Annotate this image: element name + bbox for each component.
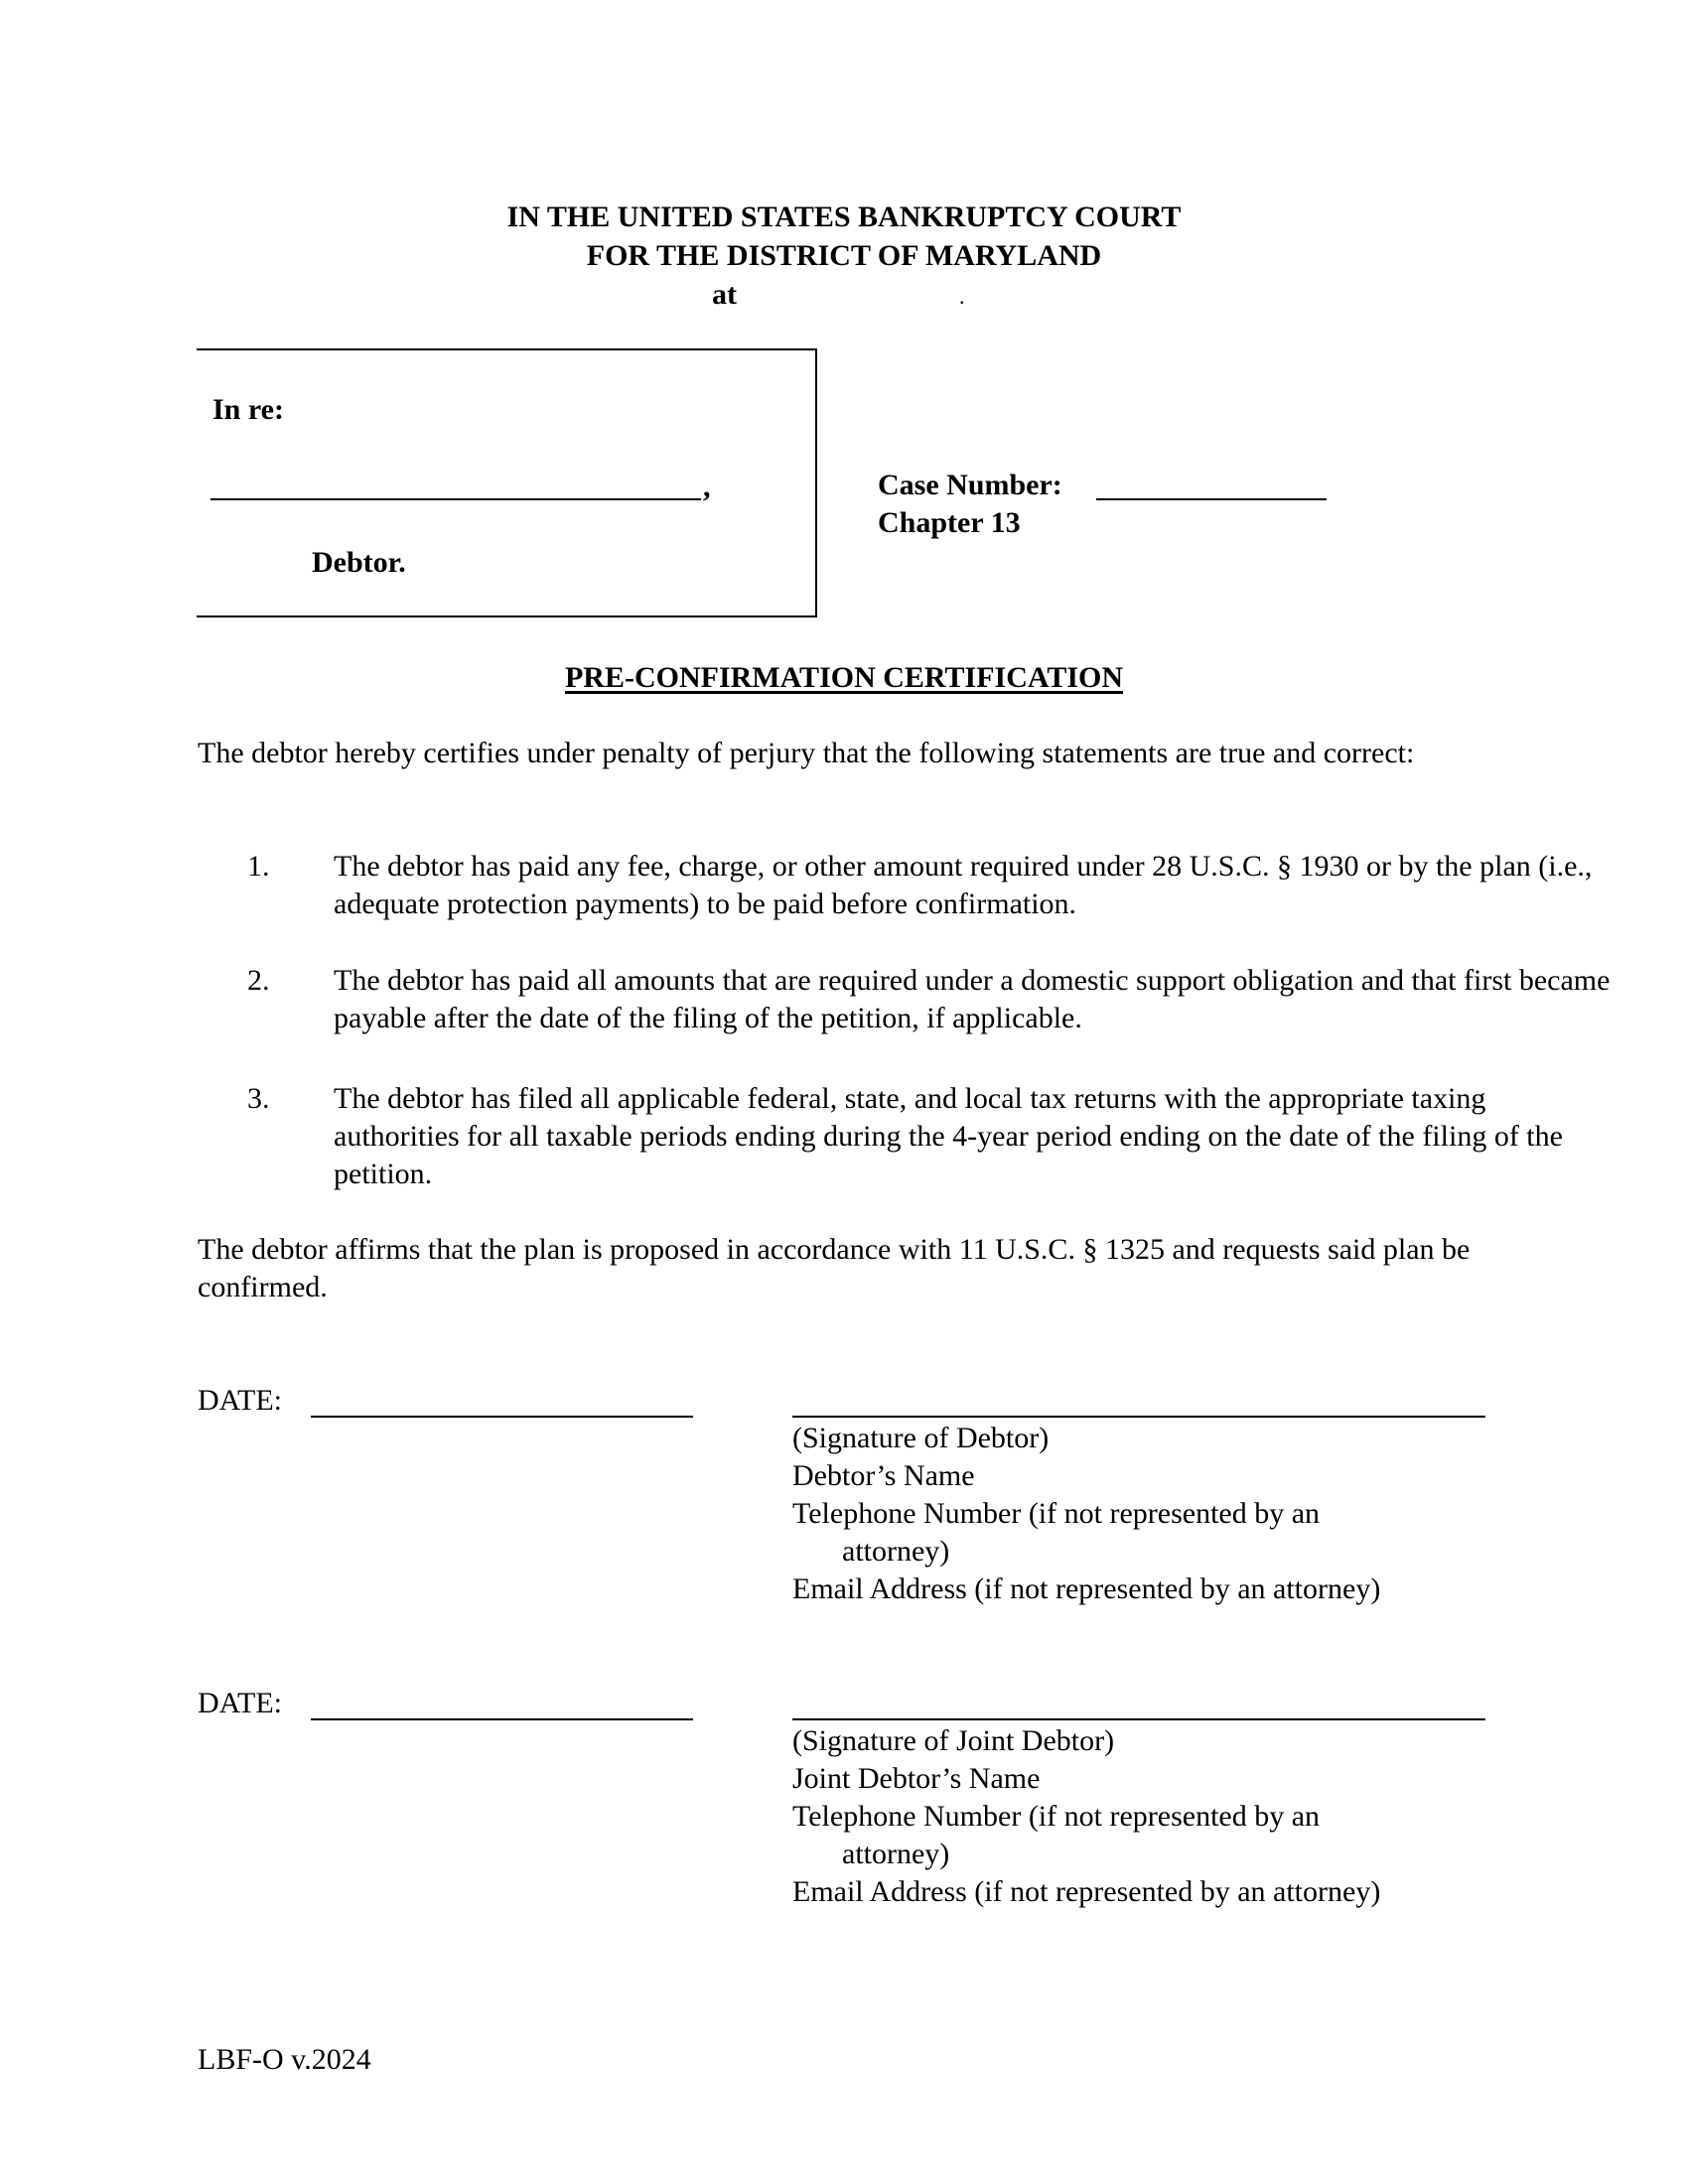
case-number-label: Case Number: xyxy=(878,469,1062,501)
joint-debtor-phone-caption-cont: attorney) xyxy=(842,1838,950,1870)
debtor-name-caption: Debtor’s Name xyxy=(792,1459,975,1492)
district-name: FOR THE DISTRICT OF MARYLAND xyxy=(586,239,1102,272)
form-version-footer: LBF-O v.2024 xyxy=(198,2043,371,2076)
item-3-number: 3. xyxy=(247,1082,270,1115)
division-trailing-period: . xyxy=(959,284,965,309)
affirmation-paragraph: The debtor affirms that the plan is proposed in accordance with 11 U.S.C. § 1325 and requests said plan be confirmed. xyxy=(198,1233,1471,1303)
joint-debtor-email-caption: Email Address (if not represented by an attorney) xyxy=(792,1875,1381,1908)
item-2-number: 2. xyxy=(247,964,270,997)
joint-debtor-name-caption: Joint Debtor’s Name xyxy=(792,1762,1041,1795)
debtor-phone-caption-cont: attorney) xyxy=(842,1535,950,1568)
joint-debtor-signature-block xyxy=(792,1722,1380,1911)
court-name: IN THE UNITED STATES BANKRUPTCY COURT xyxy=(506,201,1182,233)
debtor-signature-line xyxy=(792,1416,1485,1418)
item-1-number: 1. xyxy=(247,850,270,883)
document-title: PRE-CONFIRMATION CERTIFICATION xyxy=(564,661,1124,694)
joint-debtor-phone-caption: Telephone Number (if not represented by an xyxy=(792,1800,1321,1833)
joint-debtor-signature-field[interactable] xyxy=(792,1683,1485,1718)
joint-debtor-signature-caption: (Signature of Joint Debtor) xyxy=(792,1724,1115,1757)
debtor-phone-caption: Telephone Number (if not represented by an xyxy=(792,1497,1321,1530)
item-3-text: The debtor has filed all applicable federal, state, and local tax returns with the appropriate taxing authorities for all taxable periods ending during the 4-year period ending on the date of the filing of the petition. xyxy=(334,1082,1563,1190)
debtor-name-comma: , xyxy=(703,471,711,503)
date-label-2: DATE: xyxy=(198,1687,282,1719)
in-re-label: In re: xyxy=(212,393,284,426)
debtor-signature-block xyxy=(792,1420,1380,1608)
date-label-1: DATE: xyxy=(198,1384,282,1417)
intro-paragraph: The debtor hereby certifies under penalty of perjury that the following statements are true and correct: xyxy=(198,737,1415,769)
chapter-label: Chapter 13 xyxy=(878,506,1021,539)
debtor-signature-field[interactable] xyxy=(792,1380,1485,1416)
debtor-label: Debtor. xyxy=(312,546,406,579)
division-blank[interactable] xyxy=(755,274,958,312)
item-1-text: The debtor has paid any fee, charge, or other amount required under 28 U.S.C. § 1930 or by the plan (i.e., adequate protection payments) to be paid before confirmation. xyxy=(334,850,1593,920)
date-field-2[interactable] xyxy=(311,1683,693,1720)
debtor-name-field[interactable] xyxy=(211,463,701,500)
date-field-1[interactable] xyxy=(311,1380,693,1418)
debtor-email-caption: Email Address (if not represented by an attorney) xyxy=(792,1572,1381,1605)
debtor-signature-caption: (Signature of Debtor) xyxy=(792,1422,1050,1454)
division-at-label: at xyxy=(712,278,737,311)
item-2-text: The debtor has paid all amounts that are required under a domestic support obligation and that first became payable after the date of the filing of the petition, if applicable. xyxy=(334,964,1611,1034)
joint-debtor-signature-line xyxy=(792,1718,1485,1720)
case-number-field[interactable] xyxy=(1096,463,1327,500)
